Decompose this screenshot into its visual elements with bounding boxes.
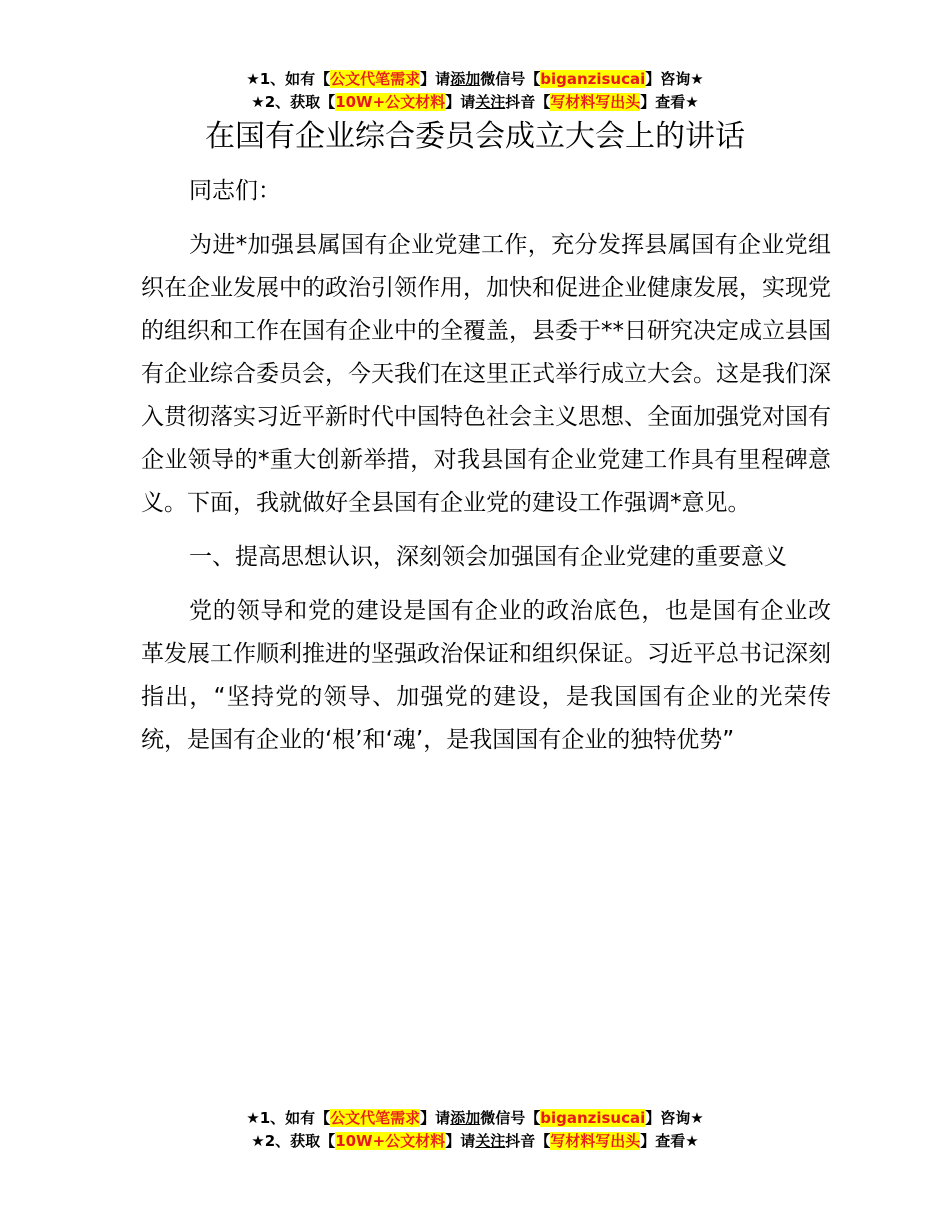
banner-text: 】请 [445, 93, 476, 111]
banner-underlined: 关注 [475, 1132, 506, 1150]
banner-text: 】查看★ [640, 1132, 699, 1150]
banner-line-1 [0, 68, 950, 91]
banner-text: 微信号【 [480, 1109, 541, 1127]
banner-text: ★2、获取【 [251, 93, 336, 111]
banner-line-1 [0, 1107, 950, 1130]
banner-highlight: 10W+公文材料 [335, 1132, 446, 1150]
salutation: 同志们： [189, 178, 281, 204]
banner-line-2 [0, 1130, 950, 1153]
document-title: 在国有企业综合委员会成立大会上的讲话 [205, 119, 745, 154]
banner-text: 】咨询★ [645, 70, 704, 88]
banner-text: ★2、获取【 [251, 1132, 336, 1150]
banner-text: 抖音【 [505, 1132, 551, 1150]
banner-douyin-name: 写材料写出头 [550, 93, 641, 111]
banner-underlined: 添加 [450, 70, 481, 88]
banner-text: 】请 [420, 1109, 451, 1127]
document-body [141, 170, 831, 773]
banner-text: 】请 [445, 1132, 476, 1150]
banner-highlight: 公文代笔需求 [330, 1109, 421, 1127]
banner-highlight: 10W+公文材料 [335, 93, 446, 111]
banner-text: ★1、如有【 [246, 1109, 331, 1127]
footer-banner [0, 1107, 950, 1153]
banner-underlined: 关注 [475, 93, 506, 111]
banner-text: 】请 [420, 70, 451, 88]
paragraph-section-1: 党的领导和党的建设是国有企业的政治底色，也是国有企业改革发展工作顺利推进的坚强政治保证和组织保证。习近平总书记深刻指出，“坚持党的领导、加强党的建设，是我国国有企业的光荣传统，是国有企业的‘根’和‘魂’，是我国国有企业的独特优势” [141, 598, 831, 753]
paragraph-intro: 为进*加强县属国有企业党建工作，充分发挥县属国有企业党组织在企业发展中的政治引领作用，加快和促进企业健康发展，实现党的组织和工作在国有企业中的全覆盖，县委于**日研究决定成立县国有企业综合委员会，今天我们在这里正式举行成立大会。这是我们深入贯彻落实习近平新时代中国特色社会主义思想、全面加强党对国有企业领导的*重大创新举措，对我县国有企业党建工作具有里程碑意义。下面，我就做好全县国有企业党的建设工作强调*意见。 [141, 232, 831, 516]
banner-underlined: 添加 [450, 1109, 481, 1127]
banner-douyin-name: 写材料写出头 [550, 1132, 641, 1150]
banner-wechat-id: biganzisucai [540, 1109, 646, 1127]
section-heading-1: 一、提高思想认识，深刻领会加强国有企业党建的重要意义 [189, 544, 787, 570]
banner-highlight: 公文代笔需求 [330, 70, 421, 88]
banner-wechat-id: biganzisucai [540, 70, 646, 88]
banner-text: 微信号【 [480, 70, 541, 88]
header-banner [0, 68, 950, 114]
banner-line-2 [0, 91, 950, 114]
banner-text: 抖音【 [505, 93, 551, 111]
banner-text: 】查看★ [640, 93, 699, 111]
banner-text: ★1、如有【 [246, 70, 331, 88]
banner-text: 】咨询★ [645, 1109, 704, 1127]
